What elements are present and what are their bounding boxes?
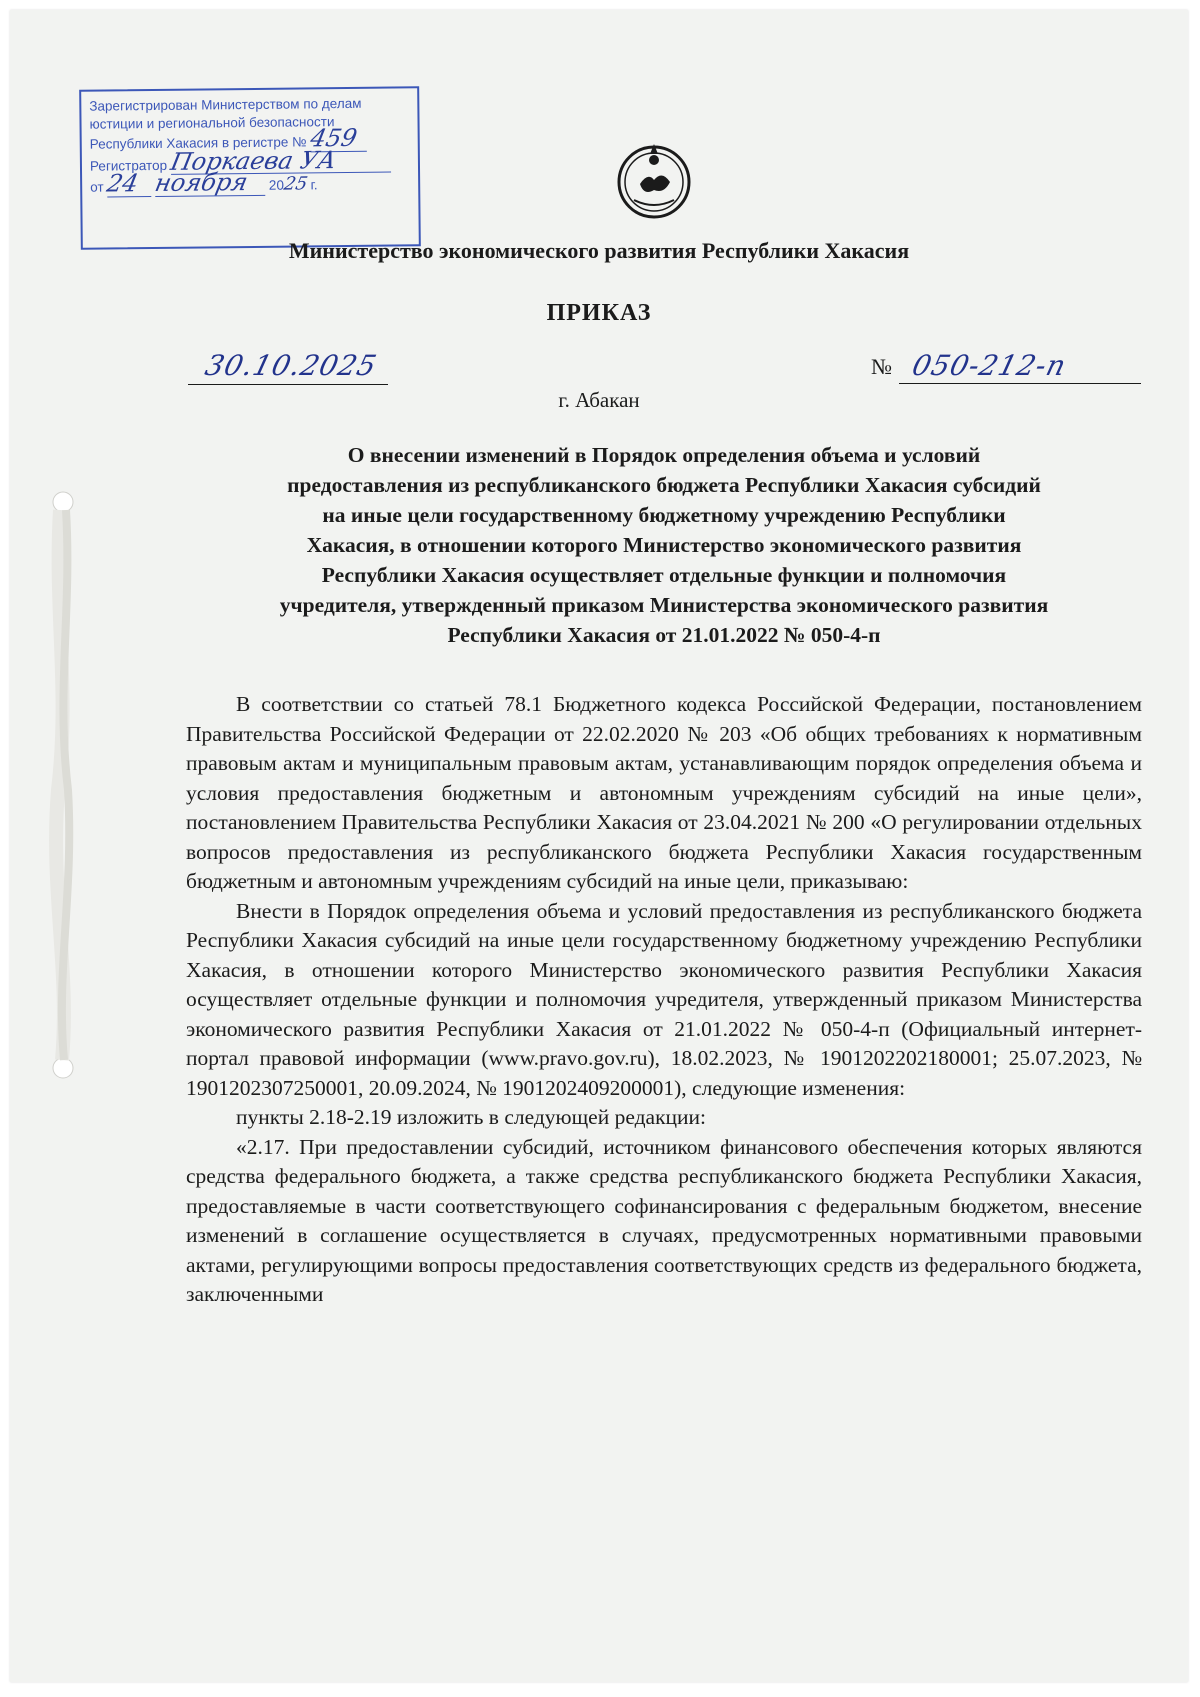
title-line: О внесении изменений в Порядок определения объема и условий	[347, 443, 981, 467]
order-date: 30.10.2025	[201, 349, 381, 382]
document-type: ПРИКАЗ	[546, 300, 652, 326]
stamp-date-label: от	[90, 179, 104, 195]
order-date-field	[188, 342, 388, 385]
stamp-line-2: юстиции и региональной безопасности	[89, 113, 335, 132]
stamp-year-end: г.	[310, 177, 318, 193]
stamp-year-prefix: 20	[268, 177, 284, 193]
paragraph-amendment: Внести в Порядок определения объема и условий предоставления из республиканского бюджета Республики Хакасия субсидий на иные цели государственному бюджетному учреждению Республики Хакасия, в отношении которого Министерство экономического развития Республики Хакасия осуществляет отдельные функции и полномочия учредителя, утвержденный приказом Министерства экономического развития Республики Хакасия от 21.01.2022 № 050-4-п (Официальный интернет-портал правовой информации (www.pravo.gov.ru), 18.02.2023, № 1901202202180001; 25.07.2023, № 1901202307250001, 20.09.2024, № 1901202409200001), следующие изменения:	[186, 898, 1142, 1100]
order-number-label: №	[871, 354, 892, 379]
stamp-month: ноября	[152, 167, 251, 198]
city: г. Абакан	[558, 388, 640, 412]
stamp-registry-number: 459	[307, 123, 360, 153]
stamp-month-fill	[152, 167, 265, 198]
stamp-line-1: Зарегистрирован Министерством по делам	[89, 95, 362, 114]
organization-name: Министерство экономического развития Республики Хакасия	[288, 238, 910, 263]
stamp-registry-label: Республики Хакасия в регистре №	[89, 134, 307, 152]
document-page	[10, 10, 1188, 1682]
stamp-year-suffix: 25	[281, 173, 309, 195]
stamp-line-5	[90, 167, 410, 198]
paragraph-clause-2-17: «2.17. При предоставлении субсидий, источником финансового обеспечения которых являются средства федерального бюджета, а также средства республиканского бюджета Республики Хакасия, предоставляемые в части соответствующего софинансирования с федеральным бюджетом, внесение изменений в соглашение осуществляется в случаях, предусмотренных нормативными правовыми актами, регулирующими вопросы предоставления соответствующих средств из федерального бюджета, заключенными	[186, 1134, 1142, 1306]
paragraph-clauses: пункты 2.18-2.19 изложить в следующей редакции:	[236, 1105, 707, 1129]
registration-stamp	[79, 86, 421, 250]
title-line: на иные цели государственному бюджетному учреждению Республики	[322, 503, 1006, 527]
order-body	[186, 690, 1142, 1310]
title-line: учредителя, утвержденный приказом Министерства экономического развития	[279, 593, 1049, 617]
order-number: 050-212-п	[908, 349, 1070, 382]
order-title	[185, 440, 1143, 650]
title-line: Хакасия, в отношении которого Министерство экономического развития	[306, 533, 1022, 557]
title-line: предоставления из республиканского бюджета Республики Хакасия субсидий	[287, 473, 1041, 497]
stamp-day: 24	[104, 169, 141, 198]
coat-of-arms-icon	[614, 140, 694, 220]
binding-thread	[40, 490, 86, 1080]
stamp-day-fill	[104, 169, 151, 198]
title-line: Республики Хакасия от 21.01.2022 № 050-4-п	[447, 623, 881, 647]
order-number-field	[871, 342, 1141, 384]
paragraph-preamble: В соответствии со статьей 78.1 Бюджетного кодекса Российской Федерации, постановлением Правительства Российской Федерации от 22.02.2020 № 203 «Об общих требованиях к нормативным правовым актам и муниципальным правовым актам, устанавливающим порядок определения объема и условия предоставления бюджетным и автономным учреждениям субсидий на иные цели», постановлением Правительства Республики Хакасия от 23.04.2021 № 200 «О регулировании отдельных вопросов предоставления из республиканского бюджета Республики Хакасия государственным бюджетным и автономным учреждениям субсидий на иные цели, приказываю:	[186, 692, 1142, 893]
title-line: Республики Хакасия осуществляет отдельные функции и полномочия	[321, 563, 1007, 587]
stamp-registrar-label: Регистратор	[89, 157, 168, 174]
stamp-registrar-name: Поркаева УА	[168, 145, 339, 176]
order-number-underline	[899, 383, 1141, 384]
